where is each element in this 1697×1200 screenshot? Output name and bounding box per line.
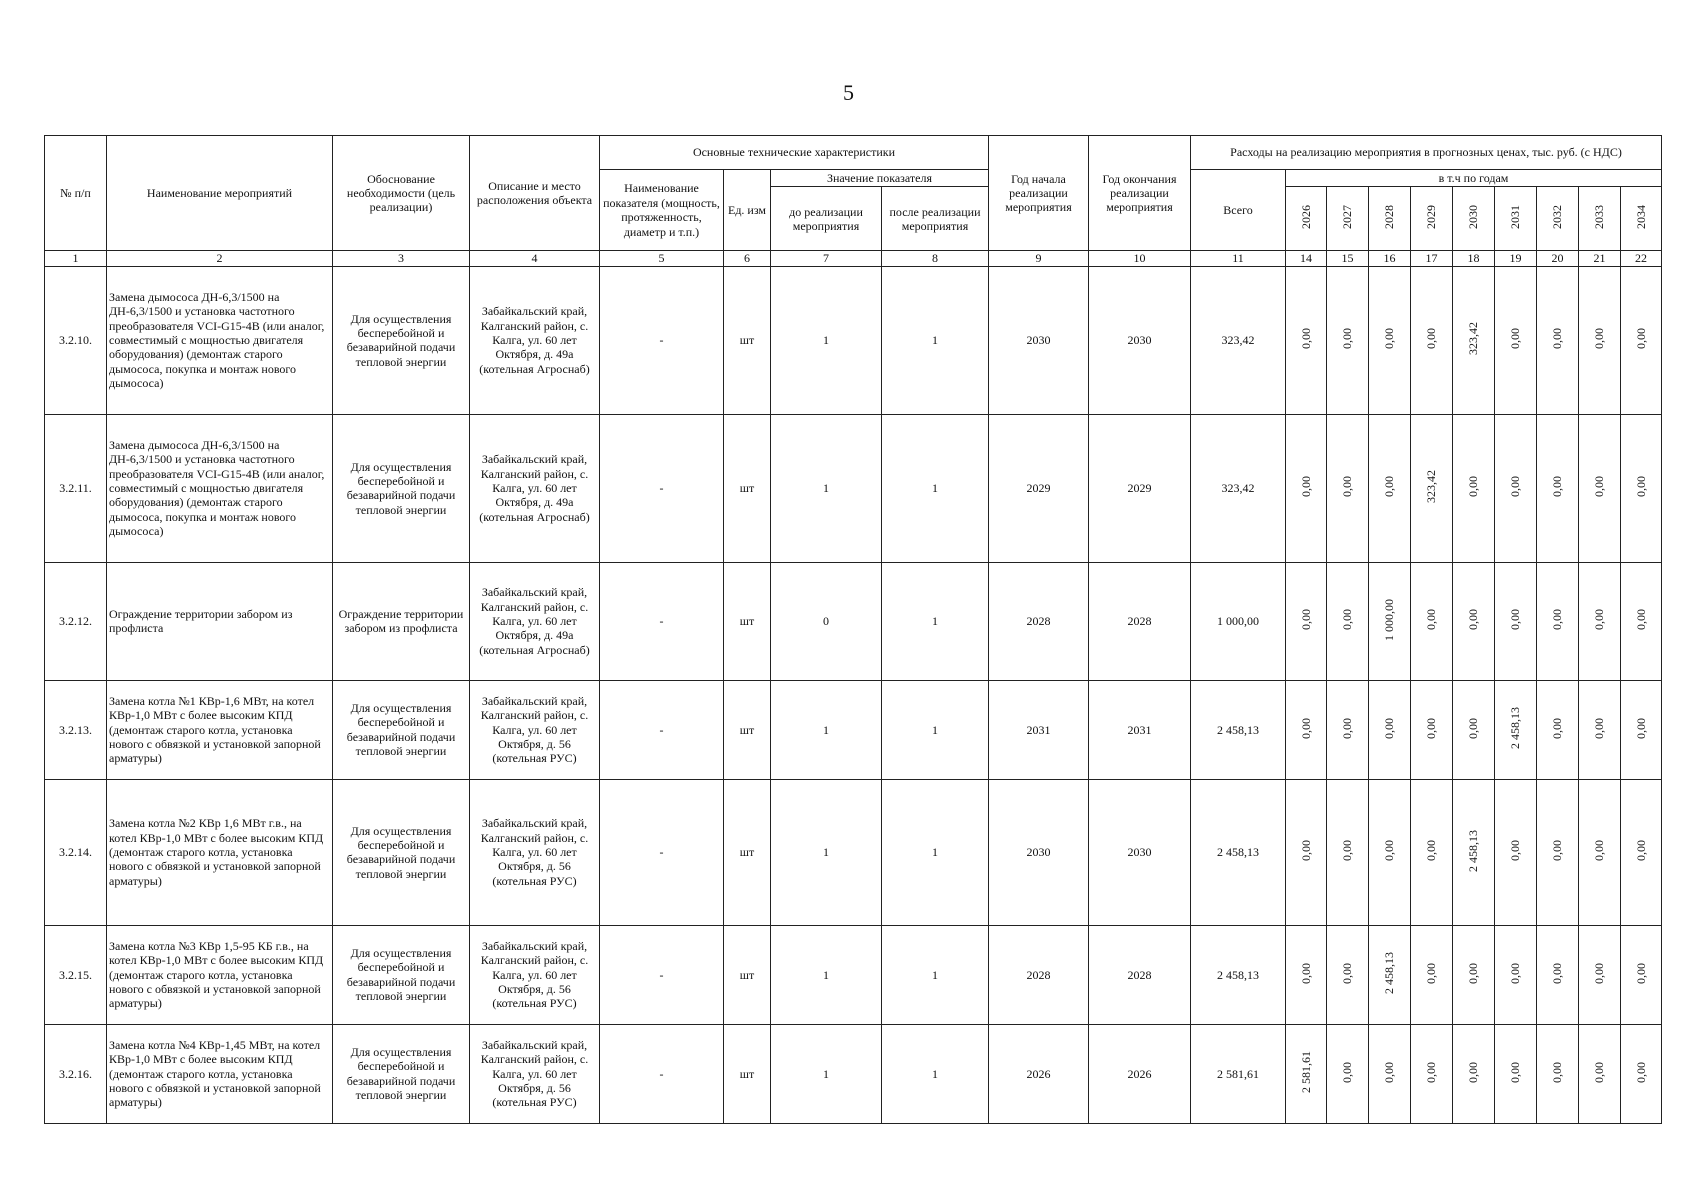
table-row — [45, 925, 1662, 1024]
year-cost-cell — [1286, 680, 1327, 779]
year-cost: 0,00 — [1340, 476, 1355, 498]
measure-location: Забайкальский край, Калганский район, с. Калга, ул. 60 лет Октября, д. 49а (котельная Агроснаб) — [470, 414, 600, 562]
year-cost-cell — [1327, 1024, 1369, 1123]
unit: шт — [724, 1024, 771, 1123]
start-year: 2028 — [989, 562, 1089, 680]
year-cost-cell — [1327, 266, 1369, 414]
year-cost: 0,00 — [1633, 1061, 1648, 1083]
end-year: 2028 — [1089, 925, 1191, 1024]
indicator-name: - — [600, 1024, 724, 1123]
start-year: 2031 — [989, 680, 1089, 779]
year-cost-cell — [1621, 414, 1662, 562]
year-cost: 0,00 — [1633, 609, 1648, 631]
column-index: 4 — [470, 251, 600, 266]
unit: шт — [724, 779, 771, 925]
year-cost-cell — [1411, 1024, 1453, 1123]
row-number: 3.2.11. — [45, 414, 107, 562]
year-cost-cell — [1537, 779, 1579, 925]
year-cost-cell — [1621, 779, 1662, 925]
year-cost-cell — [1369, 925, 1411, 1024]
year-cost-cell — [1495, 779, 1537, 925]
year-cost: 0,00 — [1298, 476, 1313, 498]
measure-reason: Для осуществления бесперебойной и безаварийной подачи тепловой энергии — [333, 680, 470, 779]
indicator-name: - — [600, 266, 724, 414]
measure-location: Забайкальский край, Калганский район, с. Калга, ул. 60 лет Октября, д. 56 (котельная РУС) — [470, 779, 600, 925]
total-cost: 323,42 — [1191, 414, 1286, 562]
header-start-year: Год начала реализации мероприятия — [989, 136, 1089, 251]
end-year: 2028 — [1089, 562, 1191, 680]
year-cost-cell — [1453, 266, 1495, 414]
table-header — [45, 136, 1662, 267]
header-year-label: 2027 — [1340, 205, 1355, 230]
header-year — [1579, 187, 1621, 251]
unit: шт — [724, 414, 771, 562]
year-cost-cell — [1537, 680, 1579, 779]
year-cost: 0,00 — [1466, 476, 1481, 498]
year-cost-cell — [1411, 562, 1453, 680]
value-after: 1 — [882, 266, 989, 414]
header-year — [1411, 187, 1453, 251]
year-cost: 1 000,00 — [1382, 598, 1397, 641]
year-cost: 0,00 — [1466, 1061, 1481, 1083]
year-cost: 0,00 — [1298, 717, 1313, 739]
year-cost-cell — [1411, 266, 1453, 414]
unit: шт — [724, 266, 771, 414]
year-cost-cell — [1411, 779, 1453, 925]
table-row — [45, 414, 1662, 562]
indicator-name: - — [600, 779, 724, 925]
year-cost: 0,00 — [1298, 962, 1313, 984]
year-cost-cell — [1286, 414, 1327, 562]
year-cost: 0,00 — [1340, 328, 1355, 350]
year-cost-cell — [1537, 562, 1579, 680]
measure-reason: Для осуществления бесперебойной и безаварийной подачи тепловой энергии — [333, 266, 470, 414]
year-cost-cell — [1537, 414, 1579, 562]
value-before: 1 — [771, 779, 882, 925]
year-cost: 0,00 — [1633, 840, 1648, 862]
year-cost-cell — [1286, 779, 1327, 925]
measure-name: Замена дымососа ДН-6,3/1500 на ДН-6,3/1500 и установка частотного преобразователя VCI-G15-4B (или аналог, совместимый с мощностью двигателя оборудования) (демонтаж старого дымососа, покупка и монтаж нового дымососа) — [107, 414, 333, 562]
measure-reason: Для осуществления бесперебойной и безаварийной подачи тепловой энергии — [333, 779, 470, 925]
column-index: 14 — [1286, 251, 1327, 266]
year-cost: 0,00 — [1466, 717, 1481, 739]
year-cost: 0,00 — [1550, 476, 1565, 498]
measure-reason: Для осуществления бесперебойной и безаварийной подачи тепловой энергии — [333, 414, 470, 562]
column-index: 20 — [1537, 251, 1579, 266]
measure-location: Забайкальский край, Калганский район, с. Калга, ул. 60 лет Октября, д. 56 (котельная РУС) — [470, 925, 600, 1024]
value-after: 1 — [882, 779, 989, 925]
year-cost-cell — [1369, 680, 1411, 779]
year-cost-cell — [1411, 414, 1453, 562]
header-by-years: в т.ч по годам — [1286, 170, 1662, 187]
end-year: 2030 — [1089, 779, 1191, 925]
year-cost: 0,00 — [1508, 962, 1523, 984]
start-year: 2030 — [989, 779, 1089, 925]
year-cost-cell — [1453, 925, 1495, 1024]
column-index: 17 — [1411, 251, 1453, 266]
year-cost-cell — [1286, 925, 1327, 1024]
indicator-name: - — [600, 680, 724, 779]
column-index: 18 — [1453, 251, 1495, 266]
year-cost-cell — [1495, 925, 1537, 1024]
header-before: до реализации мероприятия — [771, 187, 882, 251]
year-cost: 0,00 — [1550, 328, 1565, 350]
indicator-name: - — [600, 925, 724, 1024]
table-row — [45, 1024, 1662, 1123]
measure-reason: Ограждение территории забором из профлиста — [333, 562, 470, 680]
column-index: 10 — [1089, 251, 1191, 266]
year-cost: 0,00 — [1382, 717, 1397, 739]
year-cost-cell — [1327, 562, 1369, 680]
unit: шт — [724, 925, 771, 1024]
year-cost-cell — [1327, 925, 1369, 1024]
year-cost-cell — [1537, 266, 1579, 414]
year-cost-cell — [1537, 925, 1579, 1024]
year-cost: 0,00 — [1382, 840, 1397, 862]
year-cost-cell — [1286, 266, 1327, 414]
column-index: 6 — [724, 251, 771, 266]
row-number: 3.2.16. — [45, 1024, 107, 1123]
year-cost: 0,00 — [1508, 840, 1523, 862]
year-cost-cell — [1453, 680, 1495, 779]
table-row — [45, 779, 1662, 925]
column-index: 21 — [1579, 251, 1621, 266]
column-index: 15 — [1327, 251, 1369, 266]
year-cost-cell — [1453, 414, 1495, 562]
year-cost-cell — [1579, 266, 1621, 414]
measure-name: Замена котла №2 КВр 1,6 МВт г.в., на котел КВр-1,0 МВт с более высоким КПД (демонтаж старого котла, установка нового с обвязкой и установкой запорной арматуры) — [107, 779, 333, 925]
table-row — [45, 680, 1662, 779]
header-name: Наименование мероприятий — [107, 136, 333, 251]
header-year-label: 2030 — [1466, 205, 1481, 230]
header-total: Всего — [1191, 170, 1286, 251]
value-before: 1 — [771, 680, 882, 779]
year-cost-cell — [1286, 1024, 1327, 1123]
year-cost-cell — [1495, 1024, 1537, 1123]
start-year: 2030 — [989, 266, 1089, 414]
column-index-row — [45, 251, 1662, 266]
year-cost: 0,00 — [1340, 609, 1355, 631]
value-after: 1 — [882, 562, 989, 680]
unit: шт — [724, 680, 771, 779]
header-tech-group: Основные технические характеристики — [600, 136, 989, 170]
header-year-label: 2031 — [1508, 205, 1523, 230]
year-cost: 323,42 — [1424, 470, 1439, 504]
year-cost: 0,00 — [1424, 840, 1439, 862]
year-cost-cell — [1495, 562, 1537, 680]
year-cost: 0,00 — [1424, 717, 1439, 739]
year-cost-cell — [1621, 680, 1662, 779]
year-cost-cell — [1621, 266, 1662, 414]
year-cost: 0,00 — [1424, 609, 1439, 631]
total-cost: 1 000,00 — [1191, 562, 1286, 680]
header-num: № п/п — [45, 136, 107, 251]
year-cost: 0,00 — [1592, 609, 1607, 631]
year-cost-cell — [1495, 414, 1537, 562]
year-cost-cell — [1453, 779, 1495, 925]
header-year-label: 2026 — [1298, 205, 1313, 230]
year-cost: 0,00 — [1298, 609, 1313, 631]
header-year — [1621, 187, 1662, 251]
column-index: 1 — [45, 251, 107, 266]
column-index: 2 — [107, 251, 333, 266]
measure-location: Забайкальский край, Калганский район, с. Калга, ул. 60 лет Октября, д. 56 (котельная РУС) — [470, 1024, 600, 1123]
value-after: 1 — [882, 925, 989, 1024]
year-cost: 0,00 — [1550, 840, 1565, 862]
year-cost: 0,00 — [1508, 609, 1523, 631]
year-cost: 0,00 — [1550, 1061, 1565, 1083]
indicator-name: - — [600, 414, 724, 562]
year-cost: 0,00 — [1466, 609, 1481, 631]
measure-location: Забайкальский край, Калганский район, с. Калга, ул. 60 лет Октября, д. 49а (котельная Агроснаб) — [470, 266, 600, 414]
header-reason: Обоснование необходимости (цель реализации) — [333, 136, 470, 251]
year-cost-cell — [1453, 562, 1495, 680]
header-year — [1537, 187, 1579, 251]
value-before: 1 — [771, 925, 882, 1024]
year-cost-cell — [1621, 562, 1662, 680]
year-cost: 0,00 — [1633, 962, 1648, 984]
year-cost-cell — [1495, 266, 1537, 414]
year-cost: 2 458,13 — [1466, 829, 1481, 872]
year-cost-cell — [1579, 779, 1621, 925]
year-cost-cell — [1411, 680, 1453, 779]
measure-name: Замена дымососа ДН-6,3/1500 на ДН-6,3/1500 и установка частотного преобразователя VCI-G15-4B (или аналог, совместимый с мощностью двигателя оборудования) (демонтаж старого дымососа, покупка и монтаж нового дымососа) — [107, 266, 333, 414]
year-cost: 0,00 — [1550, 962, 1565, 984]
end-year: 2029 — [1089, 414, 1191, 562]
year-cost-cell — [1579, 680, 1621, 779]
end-year: 2031 — [1089, 680, 1191, 779]
year-cost: 0,00 — [1466, 962, 1481, 984]
year-cost-cell — [1579, 1024, 1621, 1123]
year-cost-cell — [1369, 562, 1411, 680]
year-cost: 0,00 — [1424, 962, 1439, 984]
value-before: 0 — [771, 562, 882, 680]
column-index: 3 — [333, 251, 470, 266]
year-cost: 0,00 — [1340, 1061, 1355, 1083]
header-year — [1495, 187, 1537, 251]
year-cost: 2 581,61 — [1298, 1051, 1313, 1094]
year-cost: 0,00 — [1382, 476, 1397, 498]
header-description: Описание и место расположения объекта — [470, 136, 600, 251]
header-unit: Ед. изм — [724, 170, 771, 251]
value-before: 1 — [771, 414, 882, 562]
column-index: 16 — [1369, 251, 1411, 266]
year-cost: 0,00 — [1424, 1061, 1439, 1083]
year-cost: 0,00 — [1592, 1061, 1607, 1083]
row-number: 3.2.14. — [45, 779, 107, 925]
year-cost-cell — [1327, 779, 1369, 925]
total-cost: 2 458,13 — [1191, 779, 1286, 925]
year-cost-cell — [1579, 925, 1621, 1024]
year-cost-cell — [1411, 925, 1453, 1024]
value-before: 1 — [771, 266, 882, 414]
header-indicator-name: Наименование показателя (мощность, протяженность, диаметр и т.п.) — [600, 170, 724, 251]
year-cost: 0,00 — [1508, 476, 1523, 498]
year-cost-cell — [1579, 562, 1621, 680]
header-year-label: 2033 — [1592, 205, 1607, 230]
header-year-label: 2032 — [1550, 205, 1565, 230]
measures-table — [44, 135, 1662, 1124]
year-cost: 2 458,13 — [1508, 707, 1523, 750]
year-cost: 0,00 — [1592, 962, 1607, 984]
header-year — [1453, 187, 1495, 251]
header-year-label: 2028 — [1382, 205, 1397, 230]
column-index: 7 — [771, 251, 882, 266]
measure-reason: Для осуществления бесперебойной и безаварийной подачи тепловой энергии — [333, 925, 470, 1024]
measure-name: Замена котла №4 КВр-1,45 МВт, на котел КВр-1,0 МВт с более высоким КПД (демонтаж старого котла, установка нового с обвязкой и установкой запорной арматуры) — [107, 1024, 333, 1123]
row-number: 3.2.15. — [45, 925, 107, 1024]
year-cost-cell — [1369, 266, 1411, 414]
year-cost-cell — [1369, 779, 1411, 925]
year-cost: 0,00 — [1382, 328, 1397, 350]
value-after: 1 — [882, 414, 989, 562]
year-cost-cell — [1327, 680, 1369, 779]
year-cost: 0,00 — [1592, 840, 1607, 862]
year-cost-cell — [1327, 414, 1369, 562]
page-number: 5 — [843, 80, 854, 105]
measure-location: Забайкальский край, Калганский район, с. Калга, ул. 60 лет Октября, д. 49а (котельная Агроснаб) — [470, 562, 600, 680]
end-year: 2030 — [1089, 266, 1191, 414]
year-cost-cell — [1621, 925, 1662, 1024]
header-year — [1286, 187, 1327, 251]
start-year: 2029 — [989, 414, 1089, 562]
measure-name: Замена котла №3 КВр 1,5-95 КБ г.в., на котел КВр-1,0 МВт с более высоким КПД (демонтаж старого котла, установка нового с обвязкой и установкой запорной арматуры) — [107, 925, 333, 1024]
year-cost-cell — [1537, 1024, 1579, 1123]
header-costs-group: Расходы на реализацию мероприятия в прогнозных ценах, тыс. руб. (с НДС) — [1191, 136, 1662, 170]
header-after: после реализации мероприятия — [882, 187, 989, 251]
column-index: 8 — [882, 251, 989, 266]
year-cost: 0,00 — [1550, 609, 1565, 631]
header-year — [1327, 187, 1369, 251]
column-index: 22 — [1621, 251, 1662, 266]
total-cost: 2 458,13 — [1191, 680, 1286, 779]
start-year: 2028 — [989, 925, 1089, 1024]
year-cost: 0,00 — [1633, 328, 1648, 350]
measure-location: Забайкальский край, Калганский район, с. Калга, ул. 60 лет Октября, д. 56 (котельная РУС) — [470, 680, 600, 779]
row-number: 3.2.10. — [45, 266, 107, 414]
year-cost: 0,00 — [1340, 840, 1355, 862]
year-cost-cell — [1369, 1024, 1411, 1123]
header-year — [1369, 187, 1411, 251]
value-after: 1 — [882, 1024, 989, 1123]
column-index: 11 — [1191, 251, 1286, 266]
year-cost-cell — [1621, 1024, 1662, 1123]
year-cost: 0,00 — [1592, 717, 1607, 739]
header-end-year: Год окончания реализации мероприятия — [1089, 136, 1191, 251]
year-cost: 323,42 — [1466, 322, 1481, 356]
year-cost-cell — [1495, 680, 1537, 779]
measure-name: Замена котла №1 КВр-1,6 МВт, на котел КВр-1,0 МВт с более высоким КПД (демонтаж старого котла, установка нового с обвязкой и установкой запорной арматуры) — [107, 680, 333, 779]
value-before: 1 — [771, 1024, 882, 1123]
row-number: 3.2.12. — [45, 562, 107, 680]
header-year-label: 2034 — [1633, 205, 1648, 230]
year-cost: 0,00 — [1592, 328, 1607, 350]
year-cost-cell — [1453, 1024, 1495, 1123]
header-year-label: 2029 — [1424, 205, 1439, 230]
year-cost: 0,00 — [1633, 476, 1648, 498]
year-cost-cell — [1286, 562, 1327, 680]
year-cost: 0,00 — [1298, 840, 1313, 862]
unit: шт — [724, 562, 771, 680]
measure-reason: Для осуществления бесперебойной и безаварийной подачи тепловой энергии — [333, 1024, 470, 1123]
year-cost: 0,00 — [1508, 1061, 1523, 1083]
year-cost: 0,00 — [1382, 1061, 1397, 1083]
year-cost: 0,00 — [1508, 328, 1523, 350]
year-cost: 2 458,13 — [1382, 952, 1397, 995]
year-cost: 0,00 — [1592, 476, 1607, 498]
measure-name: Ограждение территории забором из профлиста — [107, 562, 333, 680]
end-year: 2026 — [1089, 1024, 1191, 1123]
year-cost: 0,00 — [1340, 717, 1355, 739]
column-index: 19 — [1495, 251, 1537, 266]
column-index: 5 — [600, 251, 724, 266]
header-indicator-value: Значение показателя — [771, 170, 989, 187]
year-cost: 0,00 — [1424, 328, 1439, 350]
year-cost: 0,00 — [1550, 717, 1565, 739]
column-index: 9 — [989, 251, 1089, 266]
table-body — [45, 266, 1662, 1123]
total-cost: 323,42 — [1191, 266, 1286, 414]
year-cost: 0,00 — [1633, 717, 1648, 739]
table-row — [45, 266, 1662, 414]
indicator-name: - — [600, 562, 724, 680]
year-cost: 0,00 — [1298, 328, 1313, 350]
start-year: 2026 — [989, 1024, 1089, 1123]
row-number: 3.2.13. — [45, 680, 107, 779]
total-cost: 2 581,61 — [1191, 1024, 1286, 1123]
value-after: 1 — [882, 680, 989, 779]
year-cost-cell — [1369, 414, 1411, 562]
year-cost-cell — [1579, 414, 1621, 562]
year-cost: 0,00 — [1340, 962, 1355, 984]
total-cost: 2 458,13 — [1191, 925, 1286, 1024]
table-row — [45, 562, 1662, 680]
